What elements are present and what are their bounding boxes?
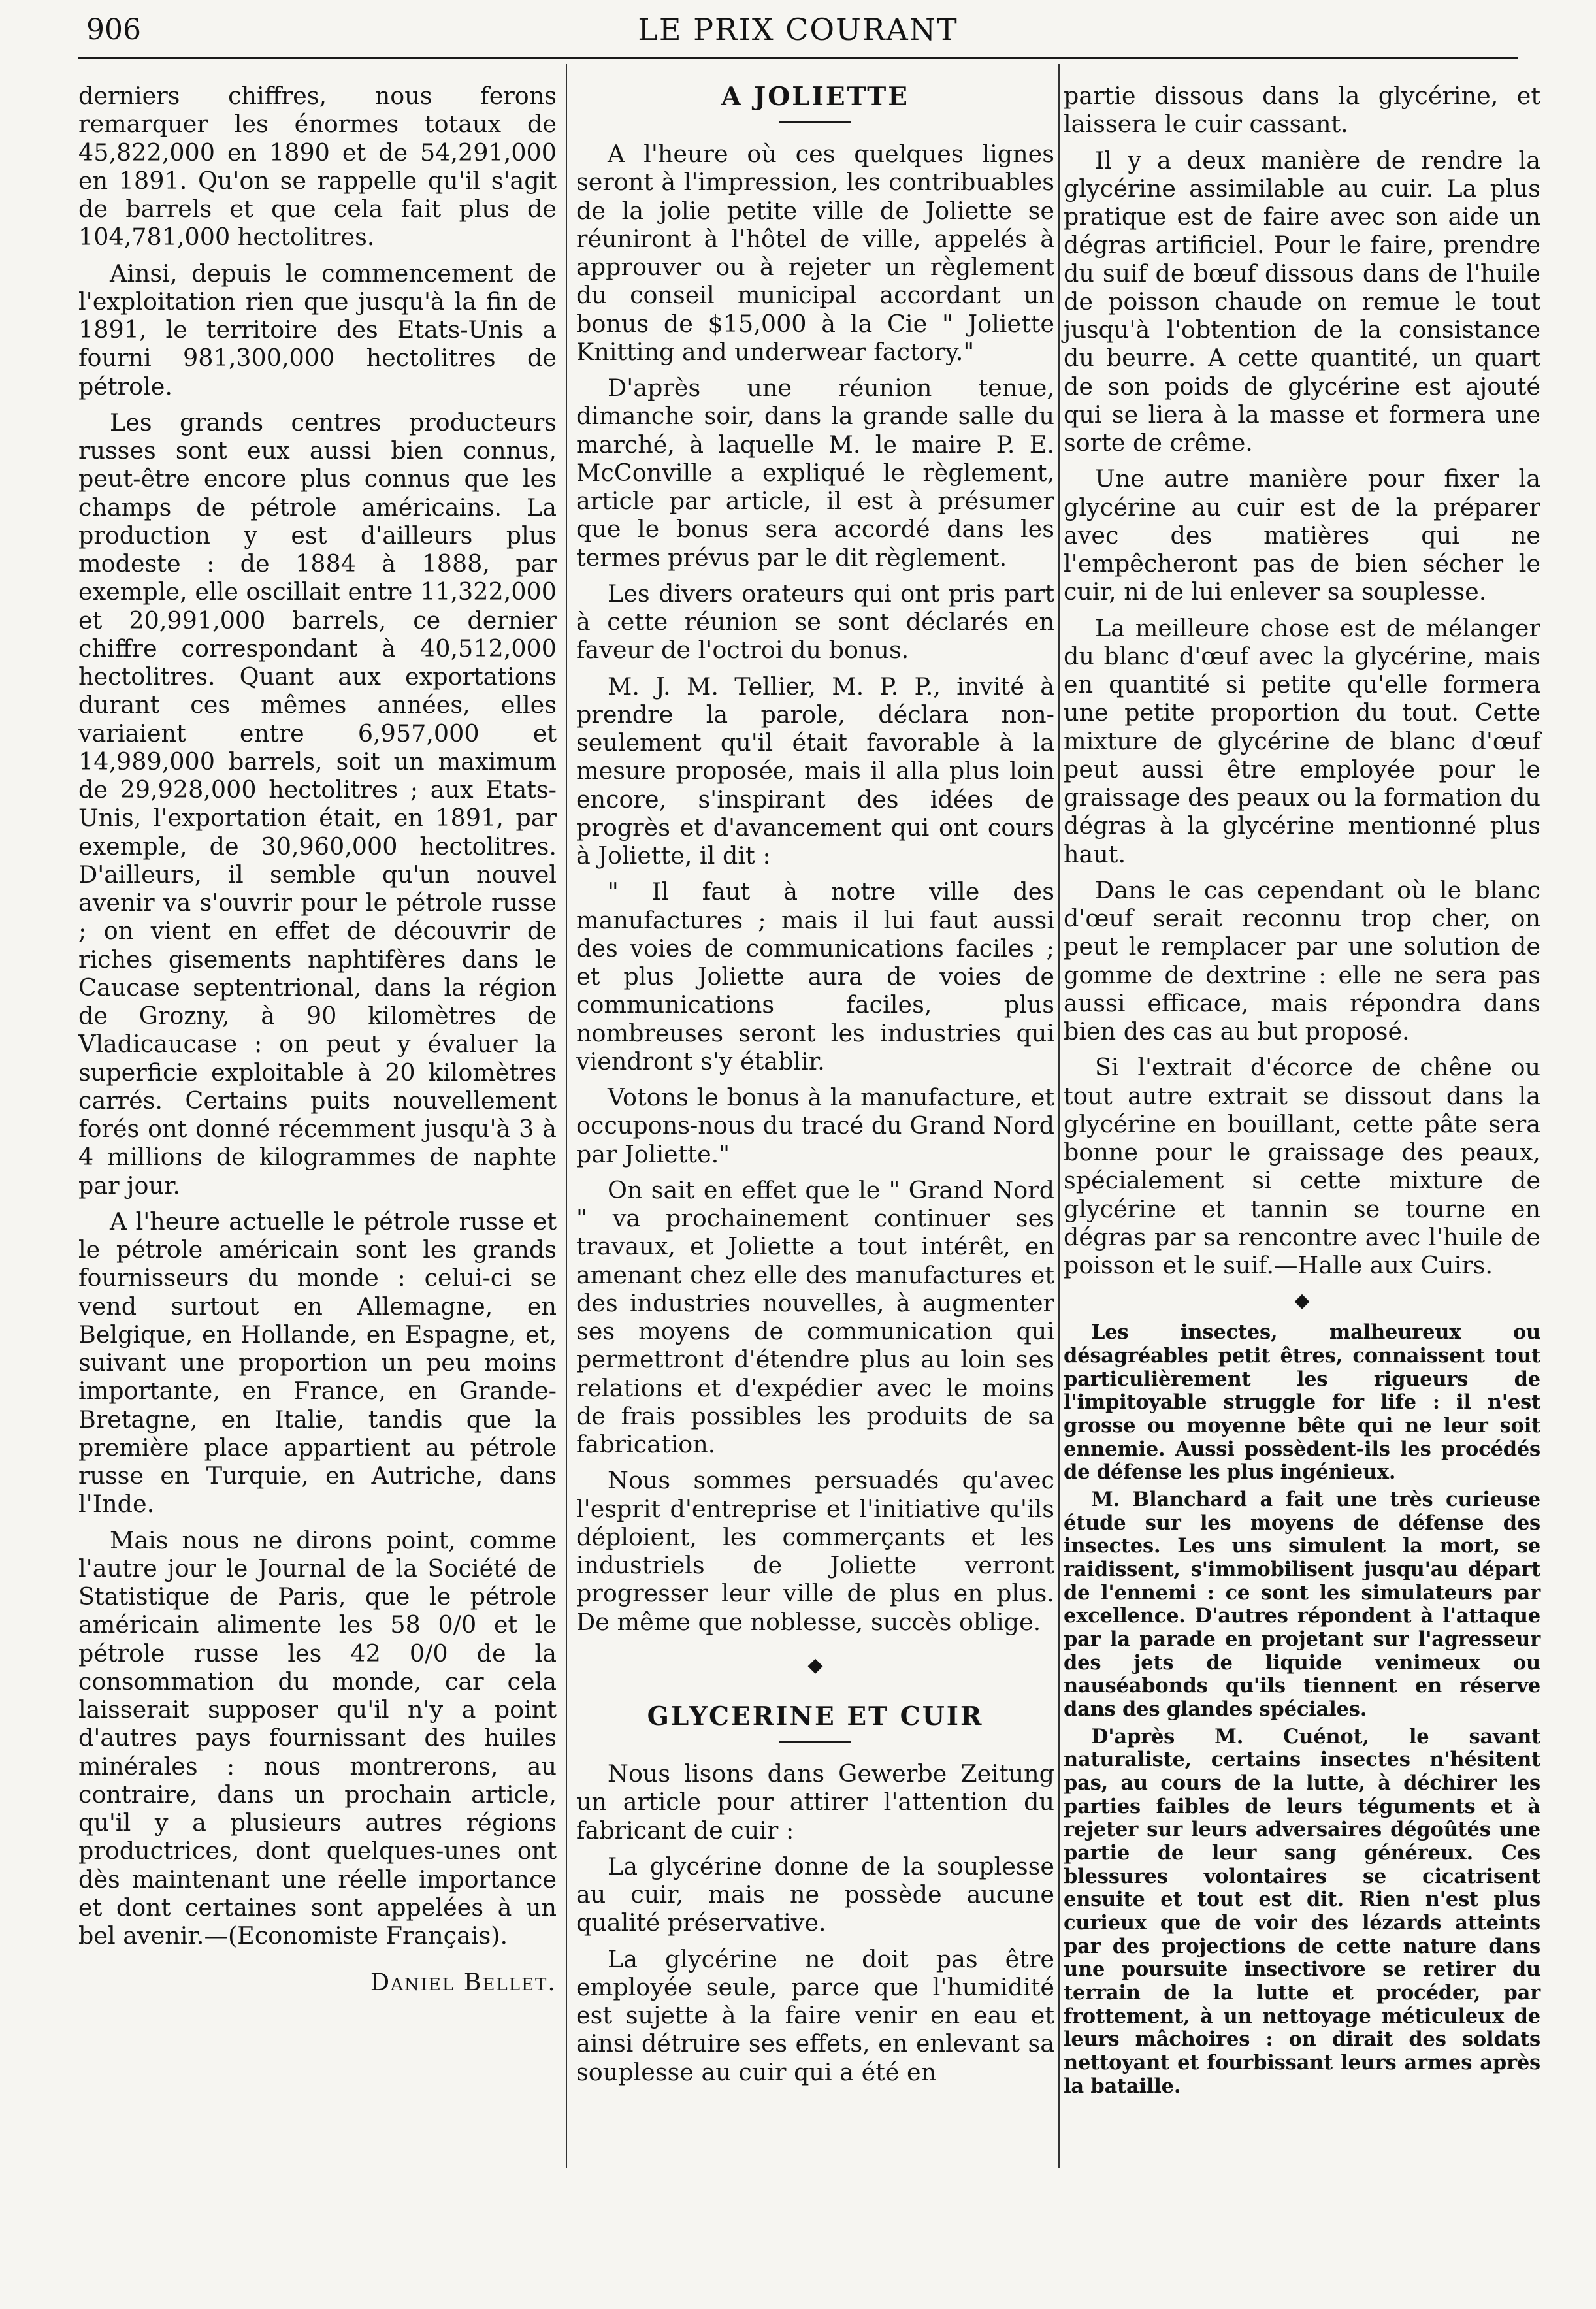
article-paragraph: Nous sommes persuadés qu'avec l'esprit d'entreprise et l'initiative qu'ils déploient, les commerçants et les industriels de Joliette verront progresser leur ville de plus en plus. De même que noblesse, succès oblige.	[576, 1466, 1054, 1636]
article-paragraph: Dans le cas cependant où le blanc d'œuf serait reconnu trop cher, on peut le remplacer par une solution de gomme de dextrine : elle ne sera pas aussi efficace, mais répondra dans bien des cas au but proposé.	[1064, 876, 1540, 1045]
article-heading: GLYCERINE ET CUIR	[647, 1701, 984, 1731]
column-glycerine	[1064, 82, 1540, 2102]
article-paragraph: La glycérine ne doit pas être employée seule, parce que l'humidité est sujette à la faire venir en eau et ainsi détruire ses effets, en enlevant sa souplesse au cuir qui a été en	[576, 1944, 1054, 2086]
column-joliette	[576, 82, 1054, 2094]
heading-rule	[779, 1741, 851, 1743]
article-paragraph: La meilleure chose est de mélanger du blanc d'œuf avec la glycérine, mais en quantité si petite qu'elle formera une petite proportion du tout. Cette mixture de glycérine de blanc d'œuf peut aussi être employée pour le graissage des peaux ou la formation du dégras à la glycérine mentionné plus haut.	[1064, 614, 1540, 868]
article-paragraph: La glycérine donne de la souplesse au cuir, mais ne possède aucune qualité préservative.	[576, 1852, 1054, 1937]
article-paragraph: D'après une réunion tenue, dimanche soir, dans la grande salle du marché, à laquelle M. le maire P. E. McConville a expliqué le règlement, article par article, il est à présumer que le bonus sera accordé dans les termes prévus par le dit règlement.	[576, 374, 1054, 572]
article-paragraph: derniers chiffres, nous ferons remarquer les énormes totaux de 45,822,000 en 1890 et de 54,291,000 en 1891. Qu'on se rappelle qu'il s'agit de barrels et que cela fait plus de 104,781,000 hectolitres.	[78, 82, 557, 252]
author-signature: Daniel Bellet.	[370, 1968, 557, 1997]
article-paragraph: Mais nous ne dirons point, comme l'autre jour le Journal de la Société de Statistique de Paris, que le pétrole américain alimente les 58 0/0 et le pétrole russe les 42 0/0 de la consommation du monde, car cela laisserait supposer qu'il n'y a point d'autres pays fournissant des huiles minérales : nous montrerons, au contraire, dans un prochain article, qu'il y a plusieurs autres régions productrices, dont quelques-unes ont dès maintenant une réelle importance et dont certaines sont appelées à un bel avenir.—(Economiste Français).	[78, 1526, 557, 1950]
insectes-article	[1064, 1321, 1540, 2098]
header-rule	[78, 57, 1518, 59]
article-paragraph: Si l'extrait d'écorce de chêne ou tout autre extrait se dissout dans la glycérine en bouillant, cette pâte sera bonne pour le graissage des peaux, spécialement si cette mixture de glycérine et tannin se tourne en dégras par sa rencontre avec l'huile de poisson et le suif.—Halle aux Cuirs.	[1064, 1053, 1540, 1279]
ornament-icon: ◆	[1294, 1289, 1310, 1313]
article-paragraph: M. J. M. Tellier, M. P. P., invité à prendre la parole, déclara non-seulement qu'il était favorable à la mesure proposée, mais il alla plus loin encore, s'inspirant des idées de progrès et d'avancement qui ont cours à Joliette, il dit :	[576, 672, 1054, 870]
article-paragraph: D'après M. Cuénot, le savant naturaliste, certains insectes n'hésitent pas, au cours de la lutte, à déchirer les parties faibles de leurs téguments et à rejeter sur leurs adversaires dégoûtés une partie de leur sang généreux. Ces blessures volontaires se cicatrisent ensuite et tout est dit. Rien n'est plus curieux que de voir des lézards atteints par des projections de cette nature dans une poursuite insectivore se retirer du terrain de la lutte et procéder, par frottement, à un nettoyage méticuleux de leurs mâchoires : on dirait des soldats nettoyant et fourbissant leurs armes après la bataille.	[1064, 1724, 1540, 2098]
article-paragraph: Les grands centres producteurs russes sont eux aussi bien connus, peut-être encore plus connus que les champs de pétrole américains. La production y est d'ailleurs plus modeste : de 1884 à 1888, par exemple, elle oscillait entre 11,322,000 et 20,991,000 barrels, ce dernier chiffre correspondant à 40,512,000 hectolitres. Quant aux exportations durant ces mêmes années, elles variaient entre 6,957,000 et 14,989,000 barrels, soit un maximum de 29,928,000 hectolitres ; aux Etats-Unis, l'exportation était, en 1891, par exemple, de 30,960,000 hectolitres. D'ailleurs, il semble qu'un nouvel avenir va s'ouvrir pour le pétrole russe ; on vient en effet de découvrir de riches gisements naphtifères dans le Caucase septentrional, dans la région de Grozny, à 90 kilomètres de Vladicaucase : on peut y évaluer la superficie exploitable à 20 kilomètres carrés. Certains puits nouvellement forés ont donné récemment jusqu'à 3 à 4 millions de kilogrammes de naphte par jour.	[78, 408, 557, 1200]
column-divider	[566, 64, 567, 2168]
article-paragraph: Une autre manière pour fixer la glycérine au cuir est de la préparer avec des matières qui ne l'empêcheront pas de bien sécher le cuir, ni de lui enlever sa souplesse.	[1064, 465, 1540, 606]
page-header	[78, 12, 1518, 59]
article-paragraph: A l'heure actuelle le pétrole russe et le pétrole américain sont les grands fournisseurs du monde : celui-ci se vend surtout en Allemagne, en Belgique, en Hollande, en Espagne, et, suivant une proportion un peu moins importante, en France, en Grande-Bretagne, en Italie, tandis que la première place appartient au pétrole russe en Turquie, en Autriche, dans l'Inde.	[78, 1207, 557, 1518]
page-number: 906	[86, 13, 141, 46]
article-paragraph: Ainsi, depuis le commencement de l'exploitation rien que jusqu'à la fin de 1891, le territoire des Etats-Unis a fourni 981,300,000 hectolitres de pétrole.	[78, 259, 557, 401]
article-paragraph: M. Blanchard a fait une très curieuse étude sur les moyens de défense des insectes. Les uns simulent la mort, se raidissent, s'immobilisent jusqu'au départ de l'ennemi : ce sont les simulateurs par excellence. D'autres répondent à l'attaque par la parade en projetant sur l'agresseur des jets de liquide venimeux ou nauséabonds qu'ils tiennent en réserve dans des glandes spéciales.	[1064, 1487, 1540, 1721]
article-paragraph: " Il faut à notre ville des manufactures ; mais il lui faut aussi des voies de communications faciles ; et plus Joliette aura de voies de communications faciles, plus nombreuses seront les industries qui viendront s'y établir.	[576, 877, 1054, 1075]
publication-title: LE PRIX COURANT	[638, 12, 958, 47]
ornament-icon: ◆	[807, 1653, 823, 1677]
article-paragraph: Les divers orateurs qui ont pris part à cette réunion se sont déclarés en faveur de l'octroi du bonus.	[576, 579, 1054, 664]
article-paragraph: A l'heure où ces quelques lignes seront à l'impression, les contribuables de la jolie petite ville de Joliette se réuniront à l'hôtel de ville, appelés à approuver ou à rejeter un règlement du conseil municipal accordant un bonus de $15,000 à la Cie " Joliette Knitting and underwear factory."	[576, 140, 1054, 366]
column-petrole	[78, 82, 557, 1997]
article-paragraph: Les insectes, malheureux ou désagréables petit êtres, connaissent tout particulièrement les rigueurs de l'impitoyable struggle for life : il n'est grosse ou moyenne bête qui ne leur soit ennemie. Aussi possèdent-ils les procédés de défense les plus ingénieux.	[1064, 1320, 1540, 1484]
column-divider	[1058, 64, 1060, 2168]
article-paragraph: On sait en effet que le " Grand Nord " va prochainement continuer ses travaux, et Joliette a tout intérêt, en amenant chez elle des manufactures et des industries nouvelles, à augmenter ses moyens de communication qui permettront d'étendre plus au loin ses relations et d'expédier avec le moins de frais possibles les produits de sa fabrication.	[576, 1175, 1054, 1459]
article-heading: A JOLIETTE	[721, 82, 910, 112]
article-paragraph: Votons le bonus à la manufacture, et occupons-nous du tracé du Grand Nord par Joliette."	[576, 1083, 1054, 1168]
article-paragraph: Nous lisons dans Gewerbe Zeitung un article pour attirer l'attention du fabricant de cuir :	[576, 1760, 1054, 1844]
heading-rule	[779, 121, 851, 123]
article-paragraph: Il y a deux manière de rendre la glycérine assimilable au cuir. La plus pratique est de faire avec son aide un dégras artificiel. Pour le faire, prendre du suif de bœuf dissous dans de l'huile de poisson chaude on remue le tout jusqu'à l'obtention de la consistance du beurre. A cette quantité, un quart de son poids de glycérine est ajouté qui se liera à la masse et formera une sorte de crême.	[1064, 146, 1540, 457]
article-paragraph: partie dissous dans la glycérine, et laissera le cuir cassant.	[1064, 82, 1540, 139]
